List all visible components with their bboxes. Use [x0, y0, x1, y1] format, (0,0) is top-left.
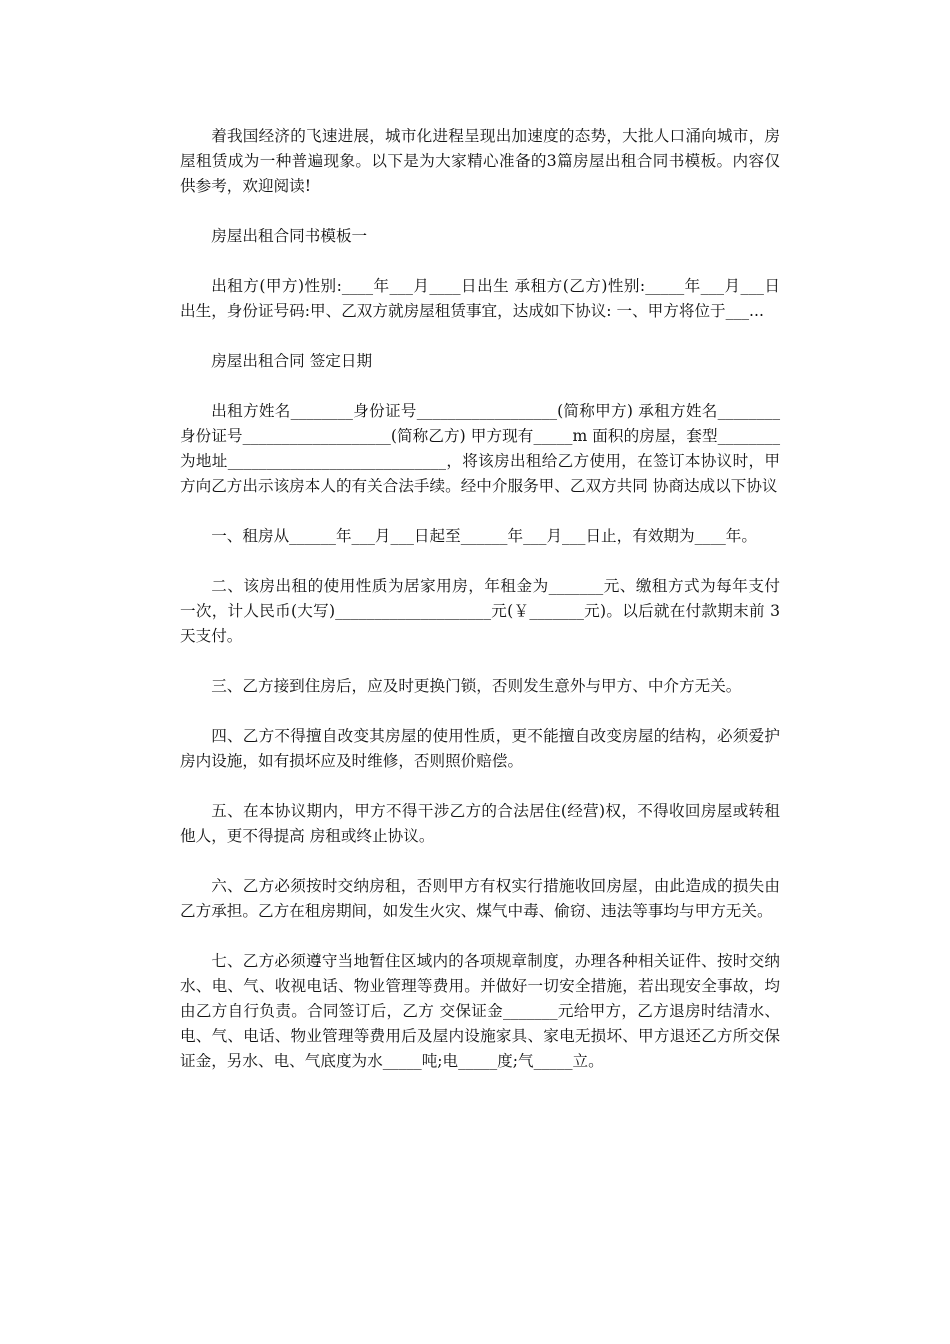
clause-7-regulations-deposit: 七、乙方必须遵守当地暂住区域内的各项规章制度，办理各种相关证件、按时交纳水、电、气、收视电话、物业管理等费用。并做好一切安全措施，若出现安全事故，均由乙方自行负责。合同签订后，乙方 交保证金_______元给甲方，乙方退房时结清水、电、气、电话、物业管理等费用后及屋内设施家具、家电无损坏、甲方退还乙方所交保证金，另水、电、气底度为水_____吨;电_____度;气_____立。 [180, 952, 780, 1070]
clause-1-lease-term: 一、租房从______年___月___日起至______年___月___日止，有效期为____年。 [211, 527, 757, 545]
paragraph-gap [180, 199, 780, 224]
paragraph-gap [180, 324, 780, 349]
paragraph-gap [180, 699, 780, 724]
document-page [180, 124, 785, 1074]
parties-summary-paragraph: 出租方(甲方)性别:____年___月____日出生 承租方(乙方)性别:_____年___月___日出生，身份证号码:甲、乙双方就房屋租赁事宜，达成如下协议: 一、甲方将位于___... [180, 277, 780, 320]
clause-6-rent-deadline: 六、乙方必须按时交纳房租，否则甲方有权实行措施收回房屋，由此造成的损失由乙方承担。乙方在租房期间，如发生火灾、煤气中毒、偷窃、违法等事均与甲方无关。 [180, 877, 780, 920]
contract-title-signing-date: 房屋出租合同 签定日期 [211, 352, 373, 370]
paragraph-gap [180, 924, 780, 949]
intro-paragraph: 着我国经济的飞速进展，城市化进程呈现出加速度的态势，大批人口涌向城市，房屋租赁成为一种普遍现象。以下是为大家精心准备的3篇房屋出租合同书模板。内容仅供参考，欢迎阅读! [180, 127, 780, 195]
paragraph-gap [180, 549, 780, 574]
clause-2-rent-payment: 二、该房出租的使用性质为居家用房，年租金为_______元、缴租方式为每年支付一次，计人民币(大写)____________________元(￥_______元)。以后就在付款期末前 3 天支付。 [180, 577, 785, 645]
paragraph-gap [180, 649, 780, 674]
section-title-template-one: 房屋出租合同书模板一 [211, 227, 368, 245]
paragraph-gap [180, 374, 780, 399]
clause-4-usage-structure: 四、乙方不得擅自改变其房屋的使用性质，更不能擅自改变房屋的结构，必须爱护房内设施，如有损坏应及时维修，否则照价赔偿。 [180, 727, 780, 770]
clause-5-landlord-obligations: 五、在本协议期内，甲方不得干涉乙方的合法居住(经营)权，不得收回房屋或转租他人，更不得提高 房租或终止协议。 [180, 802, 780, 845]
paragraph-gap [180, 499, 780, 524]
paragraph-gap [180, 849, 780, 874]
paragraph-gap [180, 774, 780, 799]
parties-details-paragraph: 出租方姓名________身份证号__________________(简称甲方) 承租方姓名________身份证号___________________(简称乙方) 甲方现有_____m 面积的房屋，套型________为地址____________________________，将该房出租给乙方使用，在签订本协议时，甲方向乙方出示该房本人的有关合法手续。经中介服务甲、乙双方共同 协商达成以下协议 [180, 402, 780, 495]
paragraph-gap [180, 249, 780, 274]
clause-3-lock-change: 三、乙方接到住房后，应及时更换门锁，否则发生意外与甲方、中介方无关。 [211, 677, 742, 695]
